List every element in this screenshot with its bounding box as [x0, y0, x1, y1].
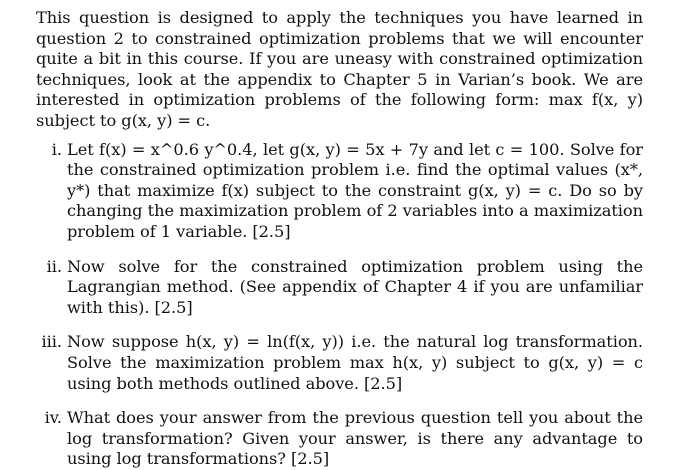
- item-label: iv.: [44, 408, 62, 428]
- question-item-i: [36, 140, 643, 243]
- item-label: ii.: [46, 256, 62, 276]
- question-list: [36, 140, 643, 470]
- item-text: What does your answer from the previous question tell you about the log transformation? Given your answer, is there any advantage to using log transformations? [2.5]: [67, 408, 643, 469]
- question-item-ii: [36, 257, 643, 319]
- question-item-iv: [36, 408, 643, 470]
- item-text: Let f(x) = x^0.6 y^0.4, let g(x, y) = 5x + 7y and let c = 100. Solve for the constrained optimization problem i.e. find the optimal values (x*, y*) that maximize f(x) subject to the constraint g(x, y) = c. Do so by changing the maximization problem of 2 variables into a maximization problem of 1 variable. [2.5]: [67, 139, 643, 241]
- item-text: Now suppose h(x, y) = ln(f(x, y)) i.e. the natural log transformation. Solve the maximization problem max h(x, y) subject to g(x, y) = c using both methods outlined above. [2.5]: [67, 332, 643, 393]
- item-label: iii.: [41, 332, 62, 352]
- item-text: Now solve for the constrained optimization problem using the Lagrangian method. (See appendix of Chapter 4 if you are unfamiliar with this). [2.5]: [67, 256, 643, 317]
- item-label: i.: [51, 139, 62, 159]
- intro-paragraph: This question is designed to apply the techniques you have learned in question 2 to constrained optimization problems that we will encounter quite a bit in this course. If you are uneasy with constrained optimization techniques, look at the appendix to Chapter 5 in Varian’s book. We are interested in optimization problems of the following form: max f(x, y) subject to g(x, y) = c.: [36, 8, 643, 130]
- question-item-iii: [36, 332, 643, 394]
